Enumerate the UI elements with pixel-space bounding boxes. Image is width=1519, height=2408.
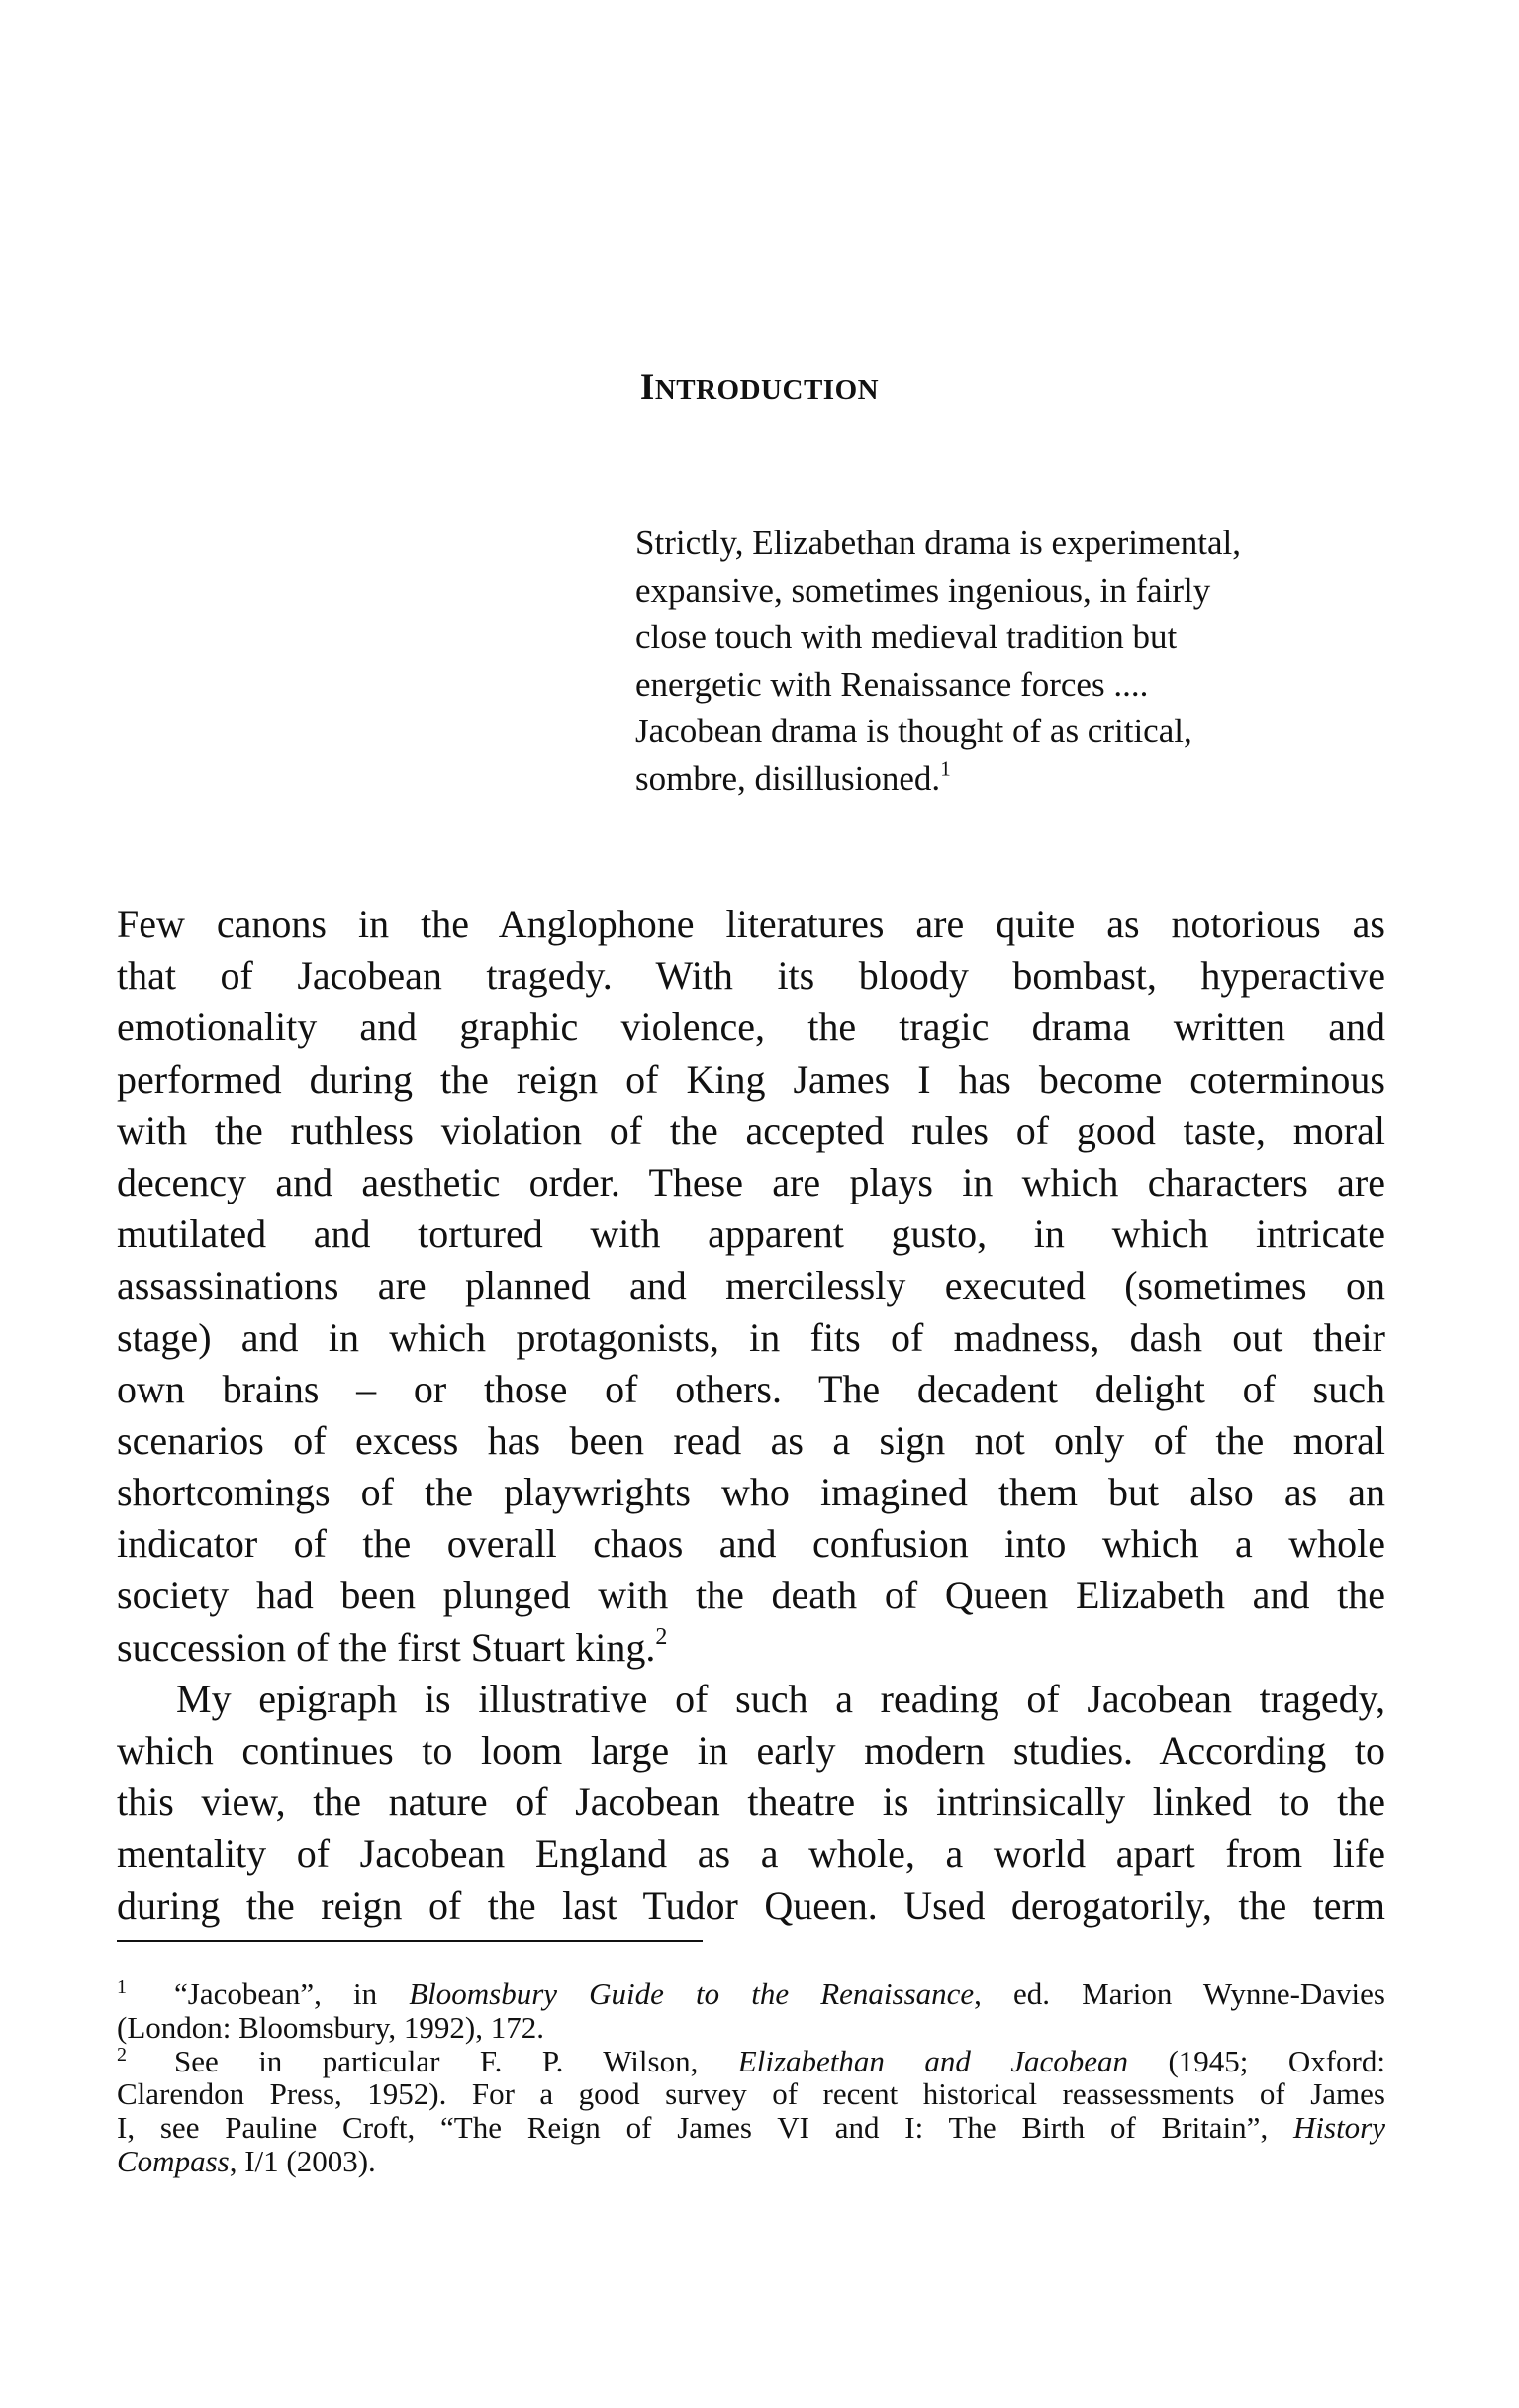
chapter-title bbox=[0, 366, 1519, 409]
body-line bbox=[117, 1260, 1385, 1311]
body-line bbox=[117, 1208, 1385, 1260]
footnotes bbox=[117, 1977, 1385, 2178]
body-line bbox=[117, 1570, 1385, 1621]
footnote-line bbox=[117, 1977, 1385, 2011]
body-line-text: during the reign of the last Tudor Queen. Used derogatorily, the term bbox=[117, 1882, 1385, 1928]
footnote-text: (1945; Oxford: bbox=[1128, 2043, 1385, 2078]
footnote-number: 1 bbox=[117, 1976, 127, 1998]
footnote bbox=[117, 2045, 1385, 2178]
footnote-line bbox=[117, 2077, 1385, 2111]
footnote-ref: 1 bbox=[940, 756, 951, 781]
body-line-text: indicator of the overall chaos and confusion into which a whole bbox=[117, 1521, 1385, 1567]
body-text bbox=[117, 899, 1385, 1932]
body-line-text: with the ruthless violation of the accepted rules of good taste, moral bbox=[117, 1108, 1385, 1153]
body-line bbox=[117, 1415, 1385, 1467]
body-line-text: assassinations are planned and mercilessly executed (sometimes on bbox=[117, 1263, 1385, 1308]
footnote-text: See in particular F. P. Wilson, bbox=[174, 2043, 738, 2078]
footnote-text: Compass bbox=[117, 2143, 230, 2178]
body-line-text: performed during the reign of King James I has become coterminous bbox=[117, 1056, 1385, 1102]
footnote-line bbox=[117, 2145, 1385, 2178]
body-line-text: society had been plunged with the death of Queen Elizabeth and the bbox=[117, 1573, 1385, 1618]
epigraph-line bbox=[635, 614, 1387, 661]
footnote-number: 2 bbox=[117, 2043, 127, 2066]
epigraph-line bbox=[635, 708, 1387, 755]
body-line-text: own brains – or those of others. The decadent delight of such bbox=[117, 1366, 1385, 1411]
footnote-line bbox=[117, 2111, 1385, 2145]
epigraph-line bbox=[635, 755, 1387, 803]
epigraph-line-text: sombre, disillusioned. bbox=[635, 758, 941, 798]
footnote-line bbox=[117, 2045, 1385, 2078]
body-line bbox=[117, 1157, 1385, 1208]
body-line-text: which continues to loom large in early modern studies. According to bbox=[117, 1728, 1385, 1773]
paragraph bbox=[117, 899, 1385, 1674]
body-line bbox=[117, 1725, 1385, 1777]
footnote-text: Elizabethan and Jacobean bbox=[737, 2043, 1129, 2078]
body-line-text: shortcomings of the playwrights who imagined them but also as an bbox=[117, 1470, 1385, 1515]
body-line bbox=[117, 1364, 1385, 1415]
body-line-text: decency and aesthetic order. These are plays in which characters are bbox=[117, 1159, 1385, 1204]
footnote-text: Bloomsbury Guide to the Renaissance bbox=[409, 1976, 975, 2011]
title-initial: I bbox=[639, 367, 655, 408]
footnote-line bbox=[117, 2011, 1385, 2045]
epigraph-line-text: energetic with Renaissance forces .... bbox=[635, 664, 1149, 704]
epigraph bbox=[635, 520, 1387, 803]
body-line bbox=[117, 899, 1385, 950]
epigraph-line bbox=[635, 567, 1387, 615]
body-line bbox=[117, 1622, 1385, 1674]
title-rest: NTRODUCTION bbox=[654, 374, 880, 406]
body-line bbox=[117, 1828, 1385, 1879]
body-line bbox=[117, 950, 1385, 1002]
body-line bbox=[117, 1674, 1385, 1725]
footnote-text: “Jacobean”, in bbox=[174, 1976, 410, 2011]
epigraph-line bbox=[635, 661, 1387, 709]
epigraph-line-text: close touch with medieval tradition but bbox=[635, 618, 1178, 657]
footnote-divider bbox=[117, 1940, 703, 1942]
body-line-text: that of Jacobean tragedy. With its bloody bombast, hyperactive bbox=[117, 953, 1385, 999]
body-line bbox=[117, 1002, 1385, 1053]
body-line-text: My epigraph is illustrative of such a reading of Jacobean tragedy, bbox=[176, 1676, 1385, 1721]
body-line-text: Few canons in the Anglophone literatures are quite as notorious as bbox=[117, 902, 1385, 946]
body-line bbox=[117, 1777, 1385, 1828]
footnote-text: (London: Bloomsbury, 1992), 172. bbox=[117, 2009, 544, 2045]
footnote-ref: 2 bbox=[655, 1623, 668, 1650]
body-line-text: mentality of Jacobean England as a whole, a world apart from life bbox=[117, 1831, 1385, 1877]
body-line-text: stage) and in which protagonists, in fits of madness, dash out their bbox=[117, 1314, 1385, 1360]
body-line bbox=[117, 1880, 1385, 1932]
body-line bbox=[117, 1312, 1385, 1364]
body-line bbox=[117, 1467, 1385, 1518]
body-line bbox=[117, 1054, 1385, 1106]
footnote-text: I, see Pauline Croft, “The Reign of James VI and I: The Birth of Britain”, bbox=[117, 2110, 1293, 2146]
body-line-text: this view, the nature of Jacobean theatre is intrinsically linked to the bbox=[117, 1780, 1385, 1825]
body-line-text: succession of the first Stuart king. bbox=[117, 1624, 656, 1670]
epigraph-line-text: Strictly, Elizabethan drama is experimental, bbox=[635, 524, 1241, 562]
footnote-text: , ed. Marion Wynne-Davies bbox=[974, 1976, 1385, 2011]
footnote-text: Clarendon Press, 1952). For a good survey of recent historical reassessments of James bbox=[117, 2076, 1385, 2112]
footnote-text: History bbox=[1293, 2110, 1385, 2146]
paragraph bbox=[117, 1674, 1385, 1932]
footnote-text: , I/1 (2003). bbox=[229, 2143, 376, 2178]
epigraph-line bbox=[635, 520, 1387, 567]
epigraph-line-text: expansive, sometimes ingenious, in fairly bbox=[635, 570, 1211, 610]
epigraph-line-text: Jacobean drama is thought of as critical, bbox=[635, 712, 1192, 751]
body-line bbox=[117, 1518, 1385, 1570]
body-line-text: mutilated and tortured with apparent gusto, in which intricate bbox=[117, 1211, 1385, 1257]
footnote bbox=[117, 1977, 1385, 2045]
body-line-text: scenarios of excess has been read as a sign not only of the moral bbox=[117, 1417, 1385, 1463]
body-line bbox=[117, 1106, 1385, 1157]
body-line-text: emotionality and graphic violence, the tragic drama written and bbox=[117, 1005, 1385, 1050]
